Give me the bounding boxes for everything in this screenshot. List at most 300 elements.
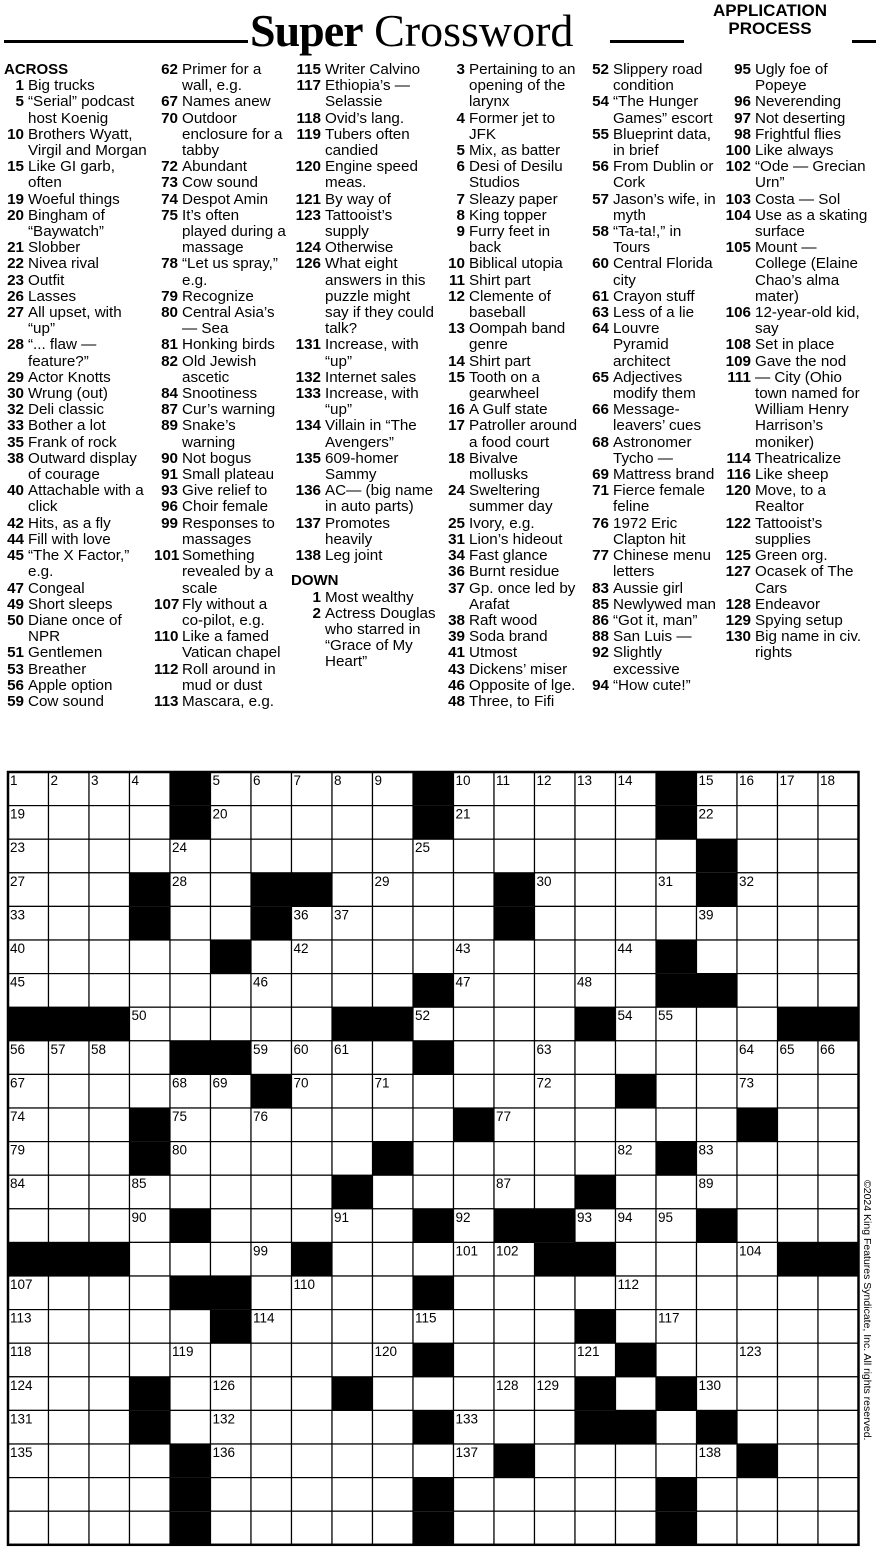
grid-cell[interactable] bbox=[494, 806, 535, 840]
grid-cell[interactable] bbox=[818, 1478, 859, 1512]
grid-cell[interactable] bbox=[818, 1142, 859, 1176]
grid-cell[interactable] bbox=[211, 1142, 252, 1176]
grid-cell[interactable] bbox=[170, 1175, 211, 1209]
grid-cell[interactable] bbox=[494, 1310, 535, 1344]
grid-cell[interactable] bbox=[332, 873, 373, 907]
grid-cell[interactable] bbox=[818, 1444, 859, 1478]
grid-cell[interactable] bbox=[332, 1242, 373, 1276]
grid-cell[interactable] bbox=[616, 1041, 657, 1075]
grid-cell[interactable] bbox=[737, 940, 778, 974]
grid-cell[interactable] bbox=[211, 1478, 252, 1512]
grid-cell[interactable] bbox=[49, 1209, 90, 1243]
grid-cell[interactable] bbox=[251, 1276, 292, 1310]
grid-cell[interactable] bbox=[89, 940, 130, 974]
grid-cell[interactable] bbox=[778, 1410, 819, 1444]
grid-cell[interactable] bbox=[373, 940, 414, 974]
grid-cell[interactable] bbox=[170, 1377, 211, 1411]
grid-cell[interactable] bbox=[49, 1175, 90, 1209]
grid-cell[interactable] bbox=[535, 1343, 576, 1377]
grid-cell[interactable] bbox=[170, 1242, 211, 1276]
grid-cell[interactable] bbox=[89, 974, 130, 1008]
grid-cell[interactable] bbox=[373, 1041, 414, 1075]
grid-cell[interactable] bbox=[413, 1108, 454, 1142]
grid-cell[interactable] bbox=[251, 1343, 292, 1377]
grid-cell[interactable] bbox=[49, 873, 90, 907]
grid-cell[interactable] bbox=[494, 1142, 535, 1176]
grid-cell[interactable] bbox=[818, 1343, 859, 1377]
grid-cell[interactable] bbox=[737, 806, 778, 840]
grid-cell[interactable] bbox=[49, 940, 90, 974]
grid-cell[interactable] bbox=[251, 1410, 292, 1444]
grid-cell[interactable] bbox=[89, 1175, 130, 1209]
grid-cell[interactable] bbox=[818, 1410, 859, 1444]
grid-cell[interactable] bbox=[413, 873, 454, 907]
grid-cell[interactable] bbox=[778, 1511, 819, 1545]
grid-cell[interactable] bbox=[373, 906, 414, 940]
grid-cell[interactable] bbox=[656, 839, 697, 873]
grid-cell[interactable] bbox=[454, 1074, 495, 1108]
grid-cell[interactable] bbox=[251, 1377, 292, 1411]
grid-cell[interactable] bbox=[49, 1377, 90, 1411]
grid-cell[interactable] bbox=[89, 1410, 130, 1444]
grid-cell[interactable] bbox=[373, 1276, 414, 1310]
grid-cell[interactable] bbox=[737, 1209, 778, 1243]
grid-cell[interactable] bbox=[49, 1410, 90, 1444]
grid-cell[interactable] bbox=[211, 1108, 252, 1142]
grid-cell[interactable] bbox=[818, 940, 859, 974]
grid-cell[interactable] bbox=[656, 1410, 697, 1444]
grid-cell[interactable] bbox=[332, 940, 373, 974]
grid-cell[interactable] bbox=[292, 1007, 333, 1041]
grid-cell[interactable] bbox=[49, 974, 90, 1008]
grid-cell[interactable] bbox=[49, 1310, 90, 1344]
grid-cell[interactable] bbox=[332, 1276, 373, 1310]
grid-cell[interactable] bbox=[454, 1007, 495, 1041]
grid-cell[interactable] bbox=[89, 1310, 130, 1344]
grid-cell[interactable] bbox=[130, 1074, 171, 1108]
grid-cell[interactable] bbox=[413, 1242, 454, 1276]
grid-cell[interactable] bbox=[454, 1343, 495, 1377]
grid-cell[interactable] bbox=[575, 1511, 616, 1545]
grid-cell[interactable] bbox=[656, 1242, 697, 1276]
grid-cell[interactable] bbox=[49, 906, 90, 940]
grid-cell[interactable] bbox=[737, 974, 778, 1008]
grid-cell[interactable] bbox=[616, 1377, 657, 1411]
grid-cell[interactable] bbox=[89, 1108, 130, 1142]
grid-cell[interactable] bbox=[656, 1175, 697, 1209]
grid-cell[interactable] bbox=[818, 839, 859, 873]
grid-cell[interactable] bbox=[89, 1444, 130, 1478]
grid-cell[interactable] bbox=[616, 974, 657, 1008]
grid-cell[interactable] bbox=[332, 1343, 373, 1377]
grid-cell[interactable] bbox=[535, 974, 576, 1008]
cell-number: 29 bbox=[374, 873, 390, 889]
grid-cell[interactable] bbox=[818, 1074, 859, 1108]
grid-cell[interactable] bbox=[454, 1142, 495, 1176]
grid-cell[interactable] bbox=[332, 806, 373, 840]
grid-cell[interactable] bbox=[535, 1142, 576, 1176]
grid-cell[interactable] bbox=[251, 1444, 292, 1478]
grid-cell[interactable] bbox=[292, 1108, 333, 1142]
grid-cell[interactable] bbox=[575, 806, 616, 840]
grid-cell[interactable] bbox=[575, 1478, 616, 1512]
grid-cell[interactable] bbox=[292, 974, 333, 1008]
grid-cell[interactable] bbox=[616, 839, 657, 873]
grid-cell[interactable] bbox=[89, 873, 130, 907]
grid-cell[interactable] bbox=[170, 940, 211, 974]
grid-cell[interactable] bbox=[778, 974, 819, 1008]
grid-cell[interactable] bbox=[130, 1511, 171, 1545]
grid-cell[interactable] bbox=[575, 1444, 616, 1478]
grid-cell[interactable] bbox=[211, 1175, 252, 1209]
grid-cell[interactable] bbox=[332, 974, 373, 1008]
grid-cell[interactable] bbox=[535, 1511, 576, 1545]
clue-text: Snootiness bbox=[182, 385, 258, 403]
grid-cell[interactable] bbox=[697, 1108, 738, 1142]
grid-cell[interactable] bbox=[535, 1276, 576, 1310]
grid-cell[interactable] bbox=[535, 1175, 576, 1209]
grid-cell[interactable] bbox=[778, 1175, 819, 1209]
grid-cell[interactable] bbox=[778, 1478, 819, 1512]
grid-cell[interactable] bbox=[49, 1276, 90, 1310]
grid-cell[interactable] bbox=[89, 906, 130, 940]
grid-cell[interactable] bbox=[697, 1310, 738, 1344]
grid-cell[interactable] bbox=[89, 806, 130, 840]
grid-cell[interactable] bbox=[49, 1511, 90, 1545]
grid-cell[interactable] bbox=[494, 1276, 535, 1310]
grid-cell[interactable] bbox=[251, 1007, 292, 1041]
grid-cell[interactable] bbox=[89, 1511, 130, 1545]
grid-cell[interactable] bbox=[616, 1310, 657, 1344]
grid-cell[interactable] bbox=[89, 1343, 130, 1377]
grid-cell[interactable] bbox=[616, 1511, 657, 1545]
grid-cell[interactable] bbox=[818, 1511, 859, 1545]
clue-number: 5 bbox=[456, 142, 465, 160]
grid-cell[interactable] bbox=[373, 1444, 414, 1478]
grid-cell[interactable] bbox=[454, 1377, 495, 1411]
grid-cell[interactable] bbox=[332, 839, 373, 873]
grid-cell[interactable] bbox=[413, 1175, 454, 1209]
grid-cell[interactable] bbox=[211, 906, 252, 940]
grid-cell[interactable] bbox=[373, 974, 414, 1008]
grid-cell[interactable] bbox=[737, 839, 778, 873]
grid-cell[interactable] bbox=[697, 1511, 738, 1545]
grid-cell[interactable] bbox=[535, 1310, 576, 1344]
grid-cell[interactable] bbox=[454, 1041, 495, 1075]
grid-cell[interactable] bbox=[130, 1478, 171, 1512]
grid-cell[interactable] bbox=[251, 1478, 292, 1512]
grid-cell[interactable] bbox=[778, 1108, 819, 1142]
grid-cell[interactable] bbox=[413, 1142, 454, 1176]
grid-cell[interactable] bbox=[251, 839, 292, 873]
grid-cell[interactable] bbox=[778, 906, 819, 940]
grid-cell[interactable] bbox=[494, 1410, 535, 1444]
grid-cell[interactable] bbox=[616, 1108, 657, 1142]
grid-cell[interactable] bbox=[737, 1511, 778, 1545]
grid-cell[interactable] bbox=[130, 1276, 171, 1310]
grid-cell[interactable] bbox=[211, 1007, 252, 1041]
grid-cell[interactable] bbox=[332, 1410, 373, 1444]
grid-cell[interactable] bbox=[818, 1310, 859, 1344]
grid-cell[interactable] bbox=[211, 1343, 252, 1377]
grid-cell[interactable] bbox=[737, 1410, 778, 1444]
grid-cell[interactable] bbox=[778, 1377, 819, 1411]
grid-cell[interactable] bbox=[251, 1209, 292, 1243]
grid-cell[interactable] bbox=[535, 940, 576, 974]
grid-cell[interactable] bbox=[89, 1276, 130, 1310]
grid-cell[interactable] bbox=[818, 906, 859, 940]
grid-cell[interactable] bbox=[818, 1377, 859, 1411]
grid-cell[interactable] bbox=[737, 906, 778, 940]
grid-cell[interactable] bbox=[373, 1242, 414, 1276]
grid-cell[interactable] bbox=[130, 940, 171, 974]
grid-cell[interactable] bbox=[130, 1041, 171, 1075]
grid-cell[interactable] bbox=[535, 906, 576, 940]
grid-cell[interactable] bbox=[778, 1142, 819, 1176]
grid-cell[interactable] bbox=[89, 1377, 130, 1411]
grid-cell[interactable] bbox=[292, 839, 333, 873]
grid-cell[interactable] bbox=[373, 1478, 414, 1512]
grid-cell[interactable] bbox=[616, 806, 657, 840]
grid-cell[interactable] bbox=[778, 1343, 819, 1377]
grid-cell[interactable] bbox=[413, 940, 454, 974]
grid-cell[interactable] bbox=[130, 1343, 171, 1377]
grid-cell[interactable] bbox=[454, 1478, 495, 1512]
grid-cell[interactable] bbox=[332, 1142, 373, 1176]
grid-cell[interactable] bbox=[575, 1074, 616, 1108]
grid-cell[interactable] bbox=[697, 1242, 738, 1276]
grid-cell[interactable] bbox=[535, 1478, 576, 1512]
grid-cell[interactable] bbox=[616, 906, 657, 940]
grid-cell[interactable] bbox=[373, 1410, 414, 1444]
grid-cell[interactable] bbox=[292, 1410, 333, 1444]
grid-cell[interactable] bbox=[575, 873, 616, 907]
grid-cell[interactable] bbox=[49, 1343, 90, 1377]
grid-cell[interactable] bbox=[130, 1242, 171, 1276]
grid-cell[interactable] bbox=[494, 1478, 535, 1512]
grid-cell[interactable] bbox=[818, 1209, 859, 1243]
grid-cell[interactable] bbox=[170, 906, 211, 940]
grid-cell[interactable] bbox=[656, 1444, 697, 1478]
grid-cell[interactable] bbox=[575, 839, 616, 873]
grid-cell[interactable] bbox=[575, 1142, 616, 1176]
grid-cell[interactable] bbox=[332, 1478, 373, 1512]
grid-cell[interactable] bbox=[454, 1175, 495, 1209]
grid-cell[interactable] bbox=[818, 974, 859, 1008]
grid-cell[interactable] bbox=[49, 1444, 90, 1478]
grid-cell[interactable] bbox=[778, 1074, 819, 1108]
grid-cell[interactable] bbox=[251, 1175, 292, 1209]
grid-cell[interactable] bbox=[130, 839, 171, 873]
grid-cell[interactable] bbox=[616, 1242, 657, 1276]
grid-cell[interactable] bbox=[49, 1108, 90, 1142]
grid-cell[interactable] bbox=[535, 806, 576, 840]
grid-cell[interactable] bbox=[373, 806, 414, 840]
grid-cell[interactable] bbox=[697, 1041, 738, 1075]
grid-cell[interactable] bbox=[494, 940, 535, 974]
grid-cell[interactable] bbox=[616, 1175, 657, 1209]
grid-cell[interactable] bbox=[616, 1444, 657, 1478]
grid-cell[interactable] bbox=[211, 974, 252, 1008]
grid-cell[interactable] bbox=[494, 1007, 535, 1041]
grid-cell[interactable] bbox=[292, 1511, 333, 1545]
grid-cell[interactable] bbox=[170, 1007, 211, 1041]
grid-cell[interactable] bbox=[292, 1142, 333, 1176]
grid-cell[interactable] bbox=[292, 806, 333, 840]
grid-cell[interactable] bbox=[656, 1108, 697, 1142]
grid-cell[interactable] bbox=[737, 1142, 778, 1176]
grid-cell[interactable] bbox=[454, 839, 495, 873]
grid-cell[interactable] bbox=[373, 1377, 414, 1411]
grid-cell[interactable] bbox=[656, 1041, 697, 1075]
grid-cell[interactable] bbox=[292, 1175, 333, 1209]
grid-cell[interactable] bbox=[292, 1310, 333, 1344]
grid-cell[interactable] bbox=[818, 1276, 859, 1310]
grid-cell[interactable] bbox=[211, 1209, 252, 1243]
grid-cell[interactable] bbox=[332, 1511, 373, 1545]
grid-cell[interactable] bbox=[373, 1175, 414, 1209]
grid-cell[interactable] bbox=[373, 839, 414, 873]
grid-cell[interactable] bbox=[494, 974, 535, 1008]
grid-cell[interactable] bbox=[413, 1074, 454, 1108]
grid-cell[interactable] bbox=[130, 1310, 171, 1344]
grid-cell[interactable] bbox=[778, 940, 819, 974]
grid-cell[interactable] bbox=[251, 940, 292, 974]
grid-cell[interactable] bbox=[373, 1511, 414, 1545]
grid-cell[interactable] bbox=[170, 1310, 211, 1344]
grid-cell[interactable] bbox=[737, 1276, 778, 1310]
grid-cell[interactable] bbox=[211, 1242, 252, 1276]
grid-cell[interactable] bbox=[49, 1478, 90, 1512]
grid-cell[interactable] bbox=[494, 839, 535, 873]
grid-cell[interactable] bbox=[170, 1410, 211, 1444]
grid-cell[interactable] bbox=[616, 873, 657, 907]
grid-cell[interactable] bbox=[89, 1209, 130, 1243]
grid-cell[interactable] bbox=[697, 1074, 738, 1108]
grid-cell[interactable] bbox=[494, 1511, 535, 1545]
grid-cell[interactable] bbox=[778, 873, 819, 907]
grid-cell[interactable] bbox=[575, 940, 616, 974]
grid-cell[interactable] bbox=[413, 1377, 454, 1411]
grid-cell[interactable] bbox=[737, 1377, 778, 1411]
grid-cell[interactable] bbox=[737, 1478, 778, 1512]
grid-cell[interactable] bbox=[778, 1276, 819, 1310]
grid-cell[interactable] bbox=[737, 1310, 778, 1344]
grid-cell[interactable] bbox=[292, 1478, 333, 1512]
grid-cell[interactable] bbox=[778, 839, 819, 873]
grid-cell[interactable] bbox=[778, 1209, 819, 1243]
grid-cell[interactable] bbox=[49, 839, 90, 873]
grid-cell[interactable] bbox=[818, 873, 859, 907]
grid-cell[interactable] bbox=[778, 1444, 819, 1478]
grid-cell[interactable] bbox=[8, 1209, 49, 1243]
grid-cell[interactable] bbox=[454, 906, 495, 940]
grid-cell[interactable] bbox=[697, 1276, 738, 1310]
grid-cell[interactable] bbox=[89, 1478, 130, 1512]
grid-cell[interactable] bbox=[332, 1444, 373, 1478]
grid-cell[interactable] bbox=[535, 1444, 576, 1478]
grid-cell[interactable] bbox=[211, 1511, 252, 1545]
grid-cell[interactable] bbox=[697, 1007, 738, 1041]
grid-cell[interactable] bbox=[818, 806, 859, 840]
grid-cell[interactable] bbox=[535, 1410, 576, 1444]
grid-cell[interactable] bbox=[251, 1511, 292, 1545]
clue-text: Engine speed meas. bbox=[325, 158, 418, 192]
grid-cell[interactable] bbox=[737, 1175, 778, 1209]
grid-cell[interactable] bbox=[575, 906, 616, 940]
grid-cell[interactable] bbox=[89, 1074, 130, 1108]
grid-cell[interactable] bbox=[454, 873, 495, 907]
grid-cell[interactable] bbox=[494, 1074, 535, 1108]
grid-cell[interactable] bbox=[575, 1276, 616, 1310]
grid-cell[interactable] bbox=[616, 1478, 657, 1512]
grid-cell[interactable] bbox=[8, 1478, 49, 1512]
grid-cell[interactable] bbox=[413, 906, 454, 940]
cell-number: 10 bbox=[455, 773, 471, 788]
grid-cell[interactable] bbox=[656, 1276, 697, 1310]
grid-cell[interactable] bbox=[49, 1074, 90, 1108]
grid-cell[interactable] bbox=[130, 806, 171, 840]
grid-cell[interactable] bbox=[656, 1074, 697, 1108]
grid-cell[interactable] bbox=[251, 806, 292, 840]
grid-cell[interactable] bbox=[373, 1310, 414, 1344]
grid-cell[interactable] bbox=[454, 1511, 495, 1545]
grid-cell[interactable] bbox=[373, 1209, 414, 1243]
grid-cell[interactable] bbox=[818, 1175, 859, 1209]
grid-cell[interactable] bbox=[454, 1310, 495, 1344]
grid-cell[interactable] bbox=[737, 1007, 778, 1041]
grid-cell[interactable] bbox=[575, 1041, 616, 1075]
grid-cell[interactable] bbox=[211, 873, 252, 907]
grid-cell[interactable] bbox=[494, 1343, 535, 1377]
grid-cell[interactable] bbox=[697, 1343, 738, 1377]
grid-cell[interactable] bbox=[575, 1108, 616, 1142]
grid-cell[interactable] bbox=[778, 806, 819, 840]
grid-cell[interactable] bbox=[292, 1377, 333, 1411]
grid-cell[interactable] bbox=[656, 1343, 697, 1377]
grid-cell[interactable] bbox=[535, 1108, 576, 1142]
grid-cell[interactable] bbox=[89, 1142, 130, 1176]
grid-cell[interactable] bbox=[494, 1041, 535, 1075]
grid-cell[interactable] bbox=[818, 1108, 859, 1142]
grid-cell[interactable] bbox=[170, 974, 211, 1008]
grid-cell[interactable] bbox=[251, 1142, 292, 1176]
grid-cell[interactable] bbox=[535, 839, 576, 873]
grid-cell[interactable] bbox=[211, 839, 252, 873]
grid-cell[interactable] bbox=[130, 1444, 171, 1478]
grid-cell[interactable] bbox=[89, 839, 130, 873]
grid-cell[interactable] bbox=[292, 1343, 333, 1377]
grid-cell[interactable] bbox=[697, 1478, 738, 1512]
grid-cell[interactable] bbox=[656, 906, 697, 940]
grid-cell[interactable] bbox=[49, 806, 90, 840]
grid-cell[interactable] bbox=[332, 1310, 373, 1344]
grid-cell[interactable] bbox=[292, 1444, 333, 1478]
grid-cell[interactable] bbox=[454, 1276, 495, 1310]
grid-cell[interactable] bbox=[130, 974, 171, 1008]
grid-cell[interactable] bbox=[332, 1074, 373, 1108]
grid-cell[interactable] bbox=[778, 1310, 819, 1344]
grid-cell[interactable] bbox=[332, 1108, 373, 1142]
grid-cell[interactable] bbox=[697, 940, 738, 974]
grid-cell[interactable] bbox=[373, 1108, 414, 1142]
grid-cell[interactable] bbox=[8, 1511, 49, 1545]
clue-text: Green org. bbox=[755, 547, 828, 565]
grid-cell[interactable] bbox=[535, 1007, 576, 1041]
grid-cell[interactable] bbox=[413, 1444, 454, 1478]
grid-cell[interactable] bbox=[292, 1209, 333, 1243]
grid-cell[interactable] bbox=[49, 1142, 90, 1176]
